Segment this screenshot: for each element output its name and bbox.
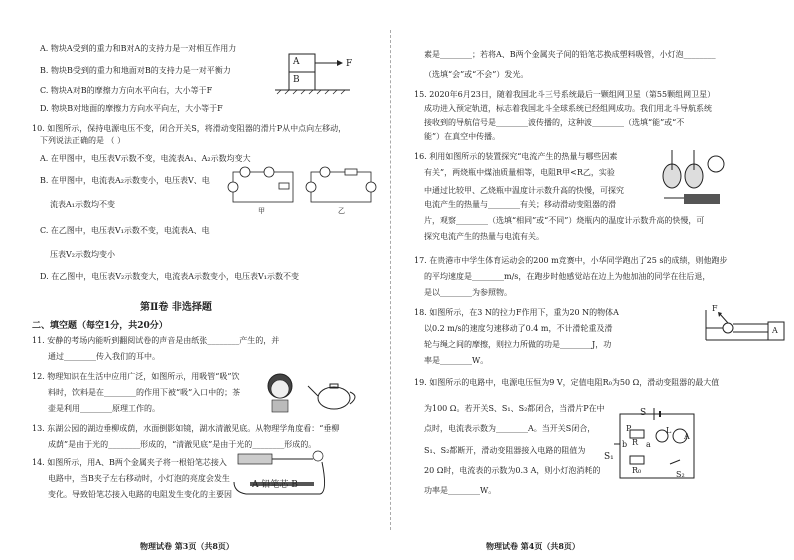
page-divider [390,30,391,530]
q16-line-2: 有关”，两烧瓶中煤油质量相等，电阻R甲<R乙，实验 [424,168,615,177]
q16-line-4: 电流产生的热量与________有关；移动滑动变阻器的滑 [424,200,616,209]
q10-option-b: B. 在甲图中，电流表A₂示数变小，电压表V、电 [40,176,210,185]
q12-line-3: 壶是利用________原理工作的。 [48,404,160,413]
ammeter-a-label: A [684,432,690,441]
pencil-label: A 铅笔芯 B [252,480,298,490]
q17-line-2: 的平均速度是________m/s，在跑步时他感觉站在边上为他加油的同学在往后退， [424,272,711,281]
q13-line-2: 成荫”是由于光的________形成的，“清澈见底”是由于光的________形成的。 [48,440,317,449]
switch-s2-label: S₂ [676,470,685,479]
right-footer: 物理试卷 第4页（共8页） [486,541,580,551]
q14-line-3: 变化。导致铅笔芯接入电路的电阻发生变化的主要因 [48,490,232,499]
q16-line-3: 中通过比较甲、乙烧瓶中温度计示数升高的快慢，可探究 [424,186,624,195]
q15-line-2: 成功进入预定轨道，标志着我国北斗全球系统已经组网成功。我们用北斗导航系统 [424,104,712,113]
section-title: 第Ⅱ卷 非选择题 [140,302,212,313]
switch-s-label: S [640,408,647,418]
block-b-label: B [293,75,300,85]
blocks-figure [275,48,355,98]
q14-line-2: 电路中，当B夹子左右移动时，小灯泡的亮度会发生 [48,474,230,483]
left-footer: 物理试卷 第3页（共8页） [140,541,234,551]
q19-line-3: 点时，电流表示数为________A。当开关S闭合， [424,424,596,433]
q18-line-2: 以0.2 m/s的速度匀速移动了0.4 m，不计滑轮重及滑 [424,324,613,333]
fig-yi-label: 乙 [338,207,345,215]
circuit-figure-jia-yi [225,166,385,216]
q16-line-1: 16. 利用如图所示的装置探究“电流产生的热量与哪些因素 [414,152,618,161]
q19-line-2: 为100 Ω。若开关S、S₁、S₂都闭合，当滑片P在中 [424,404,605,413]
left-page [0,0,380,560]
part2-heading: 二、填空题（每空1分，共20分） [32,321,168,331]
resistor-r0-label: R₀ [632,466,642,475]
q12-line-2: 料时，饮料是在________的作用下被“吸”入口中的；茶 [48,388,241,397]
q18-line-1: 18. 如图所示，在3 N的拉力F作用下，重为20 N的物体A [414,308,619,317]
pencil-lead-figure [230,448,330,500]
q13-line-1: 13. 东湖公园的湖边垂柳成荫，水面倒影如镜，湖水清澈见底。从物理学角度看：“垂柳 [32,424,340,433]
q10-option-c: C. 在乙图中，电压表V₁示数不变，电流表A、电 [40,226,210,235]
rheostat-r-label: R [632,438,639,447]
switch-s1-label: S₁ [604,452,614,462]
q17-line-1: 17. 在贵港市中学生体育运动会的200 m竞赛中，小华同学跑出了25 s的成绩，则他跑步 [414,256,728,265]
q11-line-1: 11. 安静的考场内能听到翻阅试卷的声音是由纸张________产生的，并 [32,336,280,345]
end-b-label: b [622,440,628,449]
q15-line-1: 15. 2020年6月23日，随着我国北斗三号系统最后一颗组网卫星（第55颗组网卫星） [414,90,716,99]
slider-p-label: P [626,424,632,433]
q18-line-4: 率是________W。 [424,356,489,365]
q10-option-d: D. 在乙图中，电压表V₂示数变大，电流表A示数变小，电压表V₁示数不变 [40,272,299,281]
fig-jia-label: 甲 [258,207,265,215]
pulley-force-label: F [712,304,718,313]
q9-option-d: D. 物块B对地面的摩擦力方向水平向左，大小等于F [40,104,223,113]
q15-line-3: 接收到的导航信号是________波传播的，这种波________（选填“能”或“不 [424,118,685,127]
q19-line-4: S₁、S₂都断开，滑动变阻器接入电路的阻值为 [424,446,586,455]
q14-cont-1: 素是________；若将A、B两个金属夹子间的铅笔芯换成塑料吸管，小灯泡________ [424,50,716,59]
end-a-label: a [646,440,651,449]
q16-line-6: 探究电流产生的热量与电流有关。 [424,232,544,241]
q9-option-a: A. 物块A受到的重力和B对A的支持力是一对相互作用力 [40,44,237,53]
force-label: F [346,59,353,69]
q19-line-5: 20 Ω时，电流表的示数为0.3 A，则小灯泡消耗的 [424,466,601,475]
q19-line-1: 19. 如图所示的电路中，电源电压恒为9 V，定值电阻R₀为50 Ω，滑动变阻器的最大值 [414,378,720,387]
q10-stem: 10. 如图所示，保持电源电压不变，闭合开关S，将滑动变阻器的滑片P从中点向左移动， [32,124,347,133]
straw-teapot-figure [262,370,362,414]
q19-line-6: 功率是________W。 [424,486,497,495]
q14-line-1: 14. 如图所示，用A、B两个金属夹子将一根铅笔芯接入 [32,458,227,467]
q12-line-1: 12. 物理知识在生活中应用广泛，如图所示，用吸管“吸”饮 [32,372,240,381]
pulley-block-label: A [772,326,778,335]
block-a-label: A [293,57,300,67]
q18-line-3: 轮与绳之间的摩擦，则拉力所做的功是________J，功 [424,340,612,349]
q10-stem-2: 下列说法正确的是 （ ） [40,136,126,145]
q10-option-c-2: 压表V₂示数均变小 [50,250,115,259]
q9-option-c: C. 物块A对B的摩擦力方向水平向右，大小等于F [40,86,213,95]
q11-line-2: 通过________传入我们的耳中。 [48,352,160,361]
q16-line-5: 片，观察________（选填“相同”或“不同”）烧瓶内的温度计示数升高的快慢，可 [424,216,705,225]
q15-line-4: 能”）在真空中传播。 [424,132,501,141]
lamp-l-label: L [666,426,672,435]
q10-option-b-2: 流表A₁示数均不变 [50,200,115,209]
right-page [414,0,794,560]
q9-option-b: B. 物块B受到的重力和地面对B的支持力是一对平衡力 [40,66,231,75]
heat-apparatus-figure [660,150,730,210]
q17-line-3: 是以________为参照物。 [424,288,512,297]
q14-cont-2: （选填“会”或“不会”）发光。 [424,70,529,79]
q10-option-a: A. 在甲图中，电压表V示数不变，电流表A₁、A₂示数均变大 [40,154,251,163]
